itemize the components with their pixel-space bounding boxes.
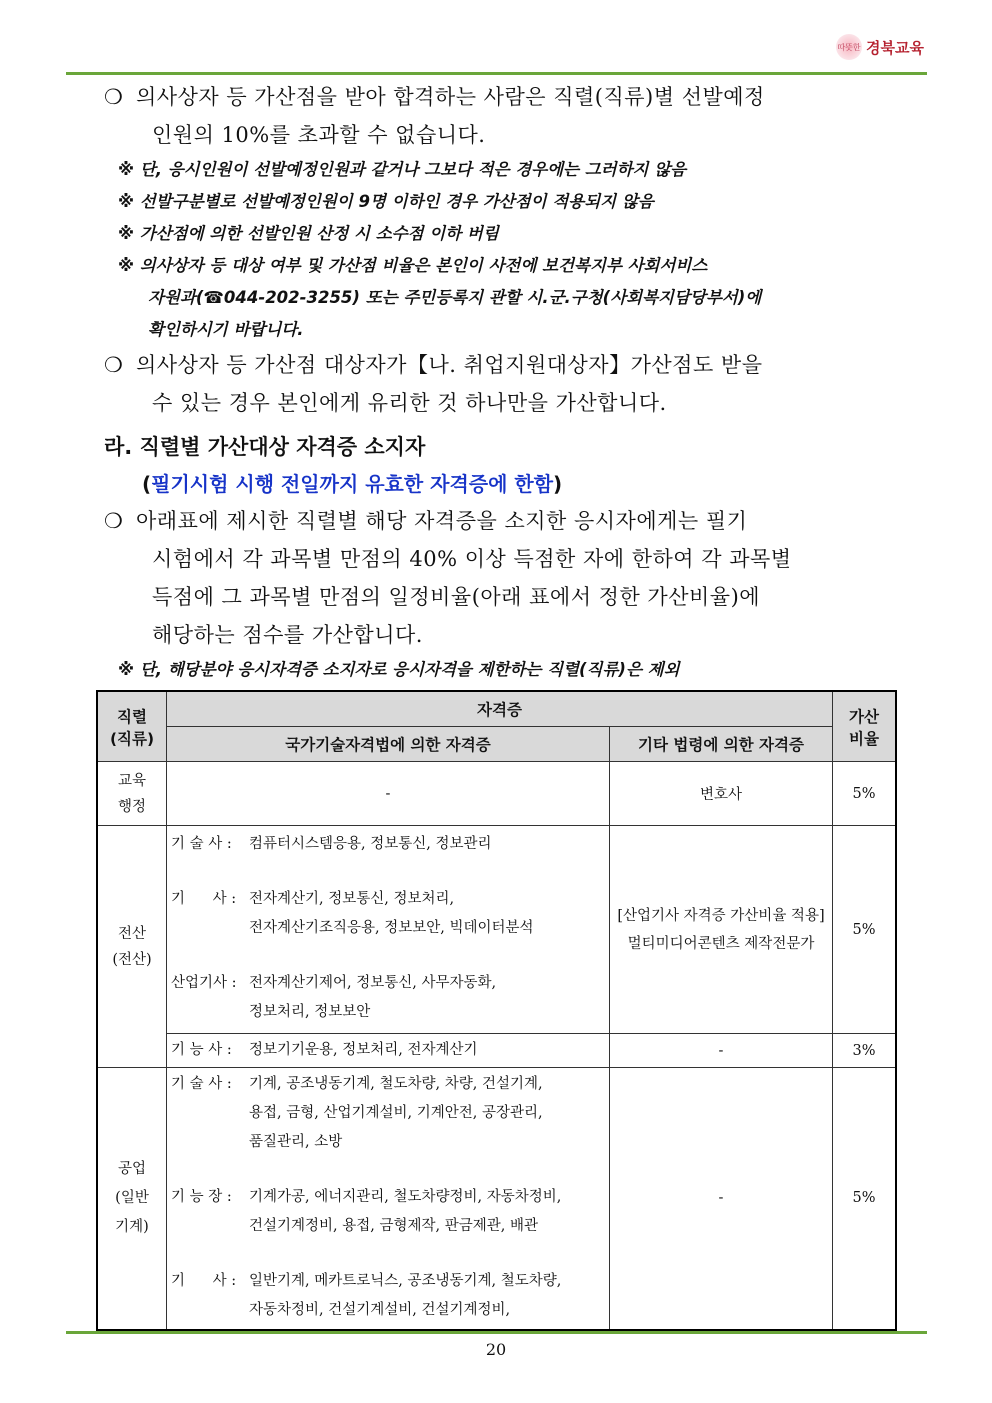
page-number: 20 bbox=[485, 1340, 507, 1359]
section-subtitle: (필기시험 시행 전일까지 유효한 자격증에 한함) bbox=[142, 472, 563, 496]
table-row bbox=[97, 1034, 896, 1068]
national-cert-cell: - bbox=[167, 762, 610, 826]
national-cert-cell: 기 능 사 : 정보기기운용, 정보처리, 전자계산기 bbox=[167, 1034, 610, 1068]
other-cert-cell: - bbox=[610, 1068, 833, 1330]
top-rule bbox=[66, 72, 927, 75]
bullet-paragraph-cont: 득점에 그 과목별 만점의 일정비율(아래 표에서 정한 가산비율)에 bbox=[152, 585, 761, 609]
circle-bullet-icon: ❍ bbox=[104, 353, 124, 377]
header-rate: 가산 비율 bbox=[833, 691, 897, 762]
section-subtitle-highlight: 필기시험 시행 전일까지 유효한 자격증에 한함 bbox=[151, 472, 554, 496]
bullet-paragraph-cont: 해당하는 점수를 가산합니다. bbox=[152, 623, 423, 647]
bottom-rule bbox=[66, 1331, 927, 1334]
circle-bullet-icon: ❍ bbox=[104, 509, 124, 533]
circle-bullet-icon: ❍ bbox=[104, 85, 124, 109]
logo-text: 경북교육 bbox=[866, 38, 924, 57]
other-cert-cell: [산업기사 자격증 가산비율 적용] 멀티미디어콘텐츠 제작전문가 bbox=[610, 826, 833, 1034]
header-job: 직렬 (직류) bbox=[97, 691, 167, 762]
rate-cell: 5% bbox=[833, 762, 897, 826]
bullet-paragraph: ❍ 의사상자 등 가산점 대상자가【나. 취업지원대상자】가산점도 받을 bbox=[104, 346, 904, 384]
other-cert-cell: - bbox=[610, 1034, 833, 1068]
bullet-paragraph-cont: 인원의 10%를 초과할 수 없습니다. bbox=[152, 123, 486, 147]
table-row bbox=[97, 826, 896, 1034]
note-line: ※ 단, 해당분야 응시자격증 소지자로 응시자격을 제한하는 직렬(직류)은 제외 bbox=[118, 660, 680, 679]
note-contact: ※ 의사상자 등 대상 여부 및 가산점 비율은 본인이 사전에 보건복지부 사회서비스 자원과(☎044-202-3255) 또는 주민등록지 관할 시.군.구청(사회복지담당부서)에 확인하시기 바랍니다. bbox=[118, 256, 762, 339]
rate-cell: 5% bbox=[833, 1068, 897, 1330]
note-line: ※ 선발구분별로 선발예정인원이 9명 이하인 경우 가산점이 적용되지 않음 bbox=[118, 192, 654, 211]
table-header-row bbox=[97, 691, 896, 727]
table-row bbox=[97, 1068, 896, 1330]
table-row bbox=[97, 762, 896, 826]
national-cert-cell: 기 술 사 : 컴퓨터시스템응용, 정보통신, 정보관리 기 사 : 전자계산기, 정보통신, 정보처리, 전자계산기조직응용, 정보보안, 빅데이터분석 산업기사 : 전자계산기제어, 정보통신, 사무자동화, 정보처리, 정보보안 bbox=[167, 826, 610, 1034]
header-other-cert: 기타 법령에 의한 자격증 bbox=[610, 727, 833, 762]
section-title: 라. 직렬별 가산대상 자격증 소지자 bbox=[104, 435, 426, 459]
header-national-cert: 국가기술자격법에 의한 자격증 bbox=[167, 727, 610, 762]
bullet-paragraph-cont: 시험에서 각 과목별 만점의 40% 이상 득점한 자에 한하여 각 과목별 bbox=[152, 547, 792, 571]
bullet-paragraph: ❍ 아래표에 제시한 직렬별 해당 자격증을 소지한 응시자에게는 필기 bbox=[104, 502, 904, 540]
rate-cell: 5% bbox=[833, 826, 897, 1034]
job-cell: 전산 (전산) bbox=[97, 826, 167, 1068]
bullet-paragraph: ❍ 의사상자 등 가산점을 받아 합격하는 사람은 직렬(직류)별 선발예정 bbox=[104, 78, 904, 116]
note-line: ※ 가산점에 의한 선발인원 산정 시 소수점 이하 버림 bbox=[118, 224, 499, 243]
other-cert-cell: 변호사 bbox=[610, 762, 833, 826]
job-cell: 교육 행정 bbox=[97, 762, 167, 826]
national-cert-cell: 기 술 사 : 기계, 공조냉동기계, 철도차량, 차량, 건설기계, 용접, 금형, 산업기계설비, 기계안전, 공장관리, 품질관리, 소방 기 능 장 : 기계가공, 에너지관리, 철도차량정비, 자동차정비, 건설기계정비, 용접, 금형제작, 판금제관, 배관 기 사 : 일반기계, 메카트로닉스, 공조냉동기계, 철도차량, 자동차정비, 건설기계설비, 건설기계정비, bbox=[167, 1068, 610, 1330]
header-cert: 자격증 bbox=[167, 691, 833, 727]
table-subheader-row bbox=[97, 727, 896, 762]
note-line: ※ 단, 응시인원이 선발예정인원과 같거나 그보다 적은 경우에는 그러하지 않음 bbox=[118, 160, 687, 179]
certificate-table bbox=[96, 690, 897, 1331]
rate-cell: 3% bbox=[833, 1034, 897, 1068]
bullet-paragraph-cont: 수 있는 경우 본인에게 유리한 것 하나만을 가산합니다. bbox=[152, 391, 667, 415]
logo-emblem-icon: 따뜻한 bbox=[836, 34, 862, 60]
job-cell: 공업 (일반 기계) bbox=[97, 1068, 167, 1330]
page-content bbox=[104, 78, 904, 686]
header-logo bbox=[836, 34, 924, 60]
